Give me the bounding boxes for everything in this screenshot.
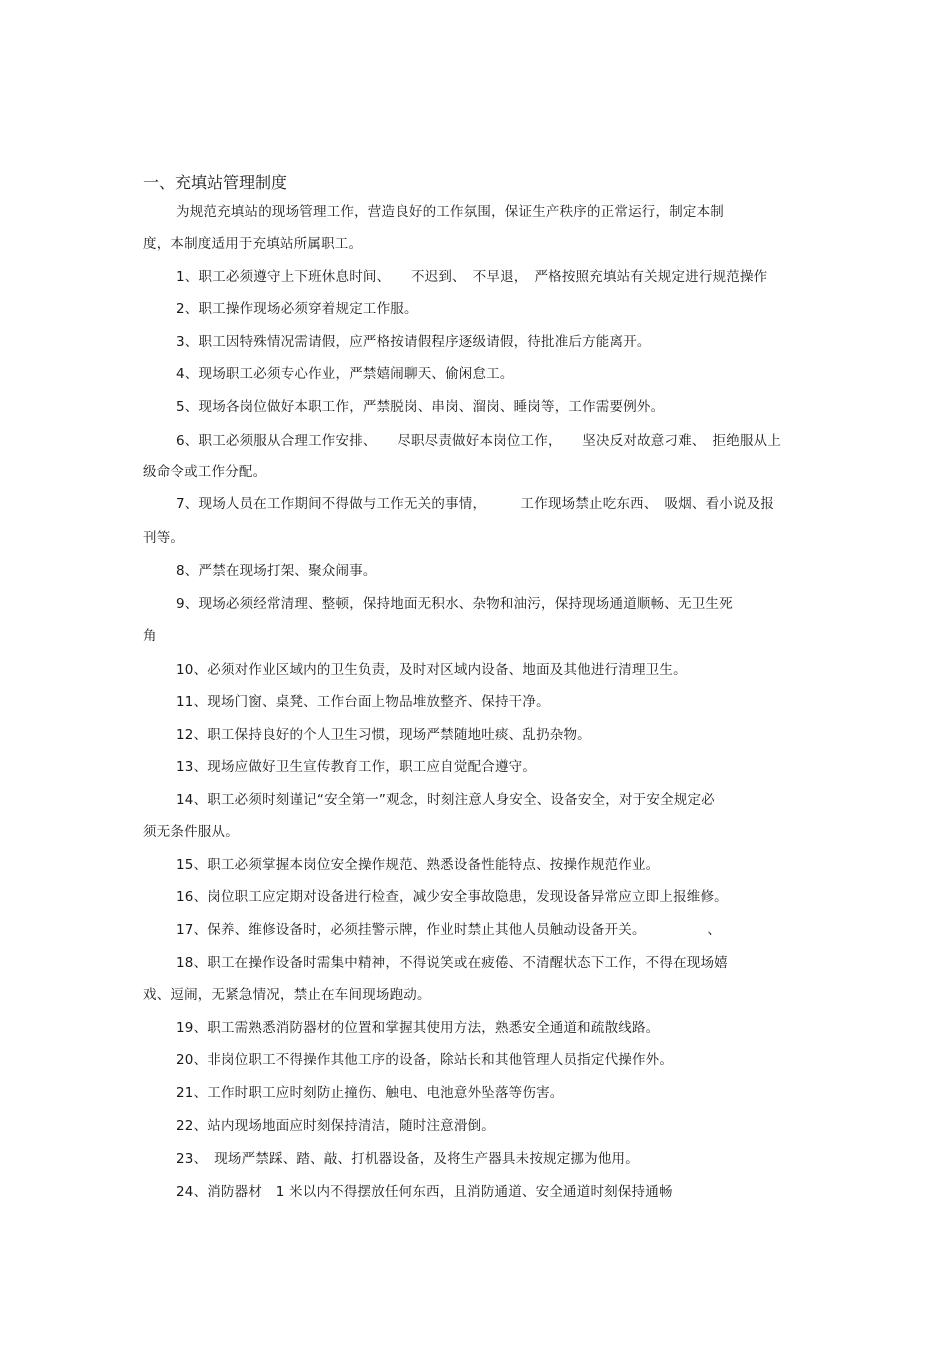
rule-item-22: 22、站内现场地面应时刻保持清洁，随时注意滑倒。 [176,1118,495,1134]
rule-item-17: 17、保养、维修设备时，必须挂警示牌，作业时禁止其他人员触动设备开关。 、 [176,922,722,938]
rule-item-7-continuation: 刊等。 [143,530,185,546]
rule-item-12: 12、职工保持良好的个人卫生习惯，现场严禁随地吐痰、乱扔杂物。 [176,727,591,743]
rule-item-9-continuation: 角 [143,628,157,644]
intro-paragraph-line: 为规范充填站的现场管理工作，营造良好的工作氛围，保证生产秩序的正常运行，制定本制 [176,204,724,220]
rule-item-16: 16、岗位职工应定期对设备进行检查，减少安全事故隐患，发现设备异常应立即上报维修。 [176,889,728,905]
rule-item-14-continuation: 须无条件服从。 [143,824,239,840]
rule-item-3: 3、职工因特殊情况需请假，应严格按请假程序逐级请假，待批准后方能离开。 [176,334,651,350]
rule-item-24: 24、消防器材 1 米以内不得摆放任何东西，且消防通道、安全通道时刻保持通畅 [176,1184,673,1200]
rule-item-4: 4、现场职工必须专心作业，严禁嬉闹聊天、偷闲怠工。 [176,366,514,382]
rule-item-21: 21、工作时职工应时刻防止撞伤、触电、电池意外坠落等伤害。 [176,1085,564,1101]
rule-item-2: 2、职工操作现场必须穿着规定工作服。 [176,301,418,317]
rule-item-9: 9、现场必须经常清理、整顿，保持地面无积水、杂物和油污，保持现场通道顺畅、无卫生死 [176,596,733,612]
rule-item-13: 13、现场应做好卫生宣传教育工作，职工应自觉配合遵守。 [176,759,537,775]
rule-item-6-continuation: 级命令或工作分配。 [143,464,267,480]
rule-item-6: 6、职工必须服从合理工作安排、 尽职尽责做好本岗位工作， 坚决反对故意刁难、 拒绝服从上 [176,433,782,449]
rule-item-23: 23、 现场严禁踩、踏、敲、打机器设备，及将生产器具未按规定挪为他用。 [176,1151,639,1167]
intro-paragraph-continuation: 度，本制度适用于充填站所属职工。 [143,236,363,252]
rule-item-18: 18、职工在操作设备时需集中精神，不得说笑或在疲倦、不清醒状态下工作，不得在现场嬉 [176,955,728,971]
rule-item-19: 19、职工需熟悉消防器材的位置和掌握其使用方法，熟悉安全通道和疏散线路。 [176,1020,660,1036]
rule-item-8: 8、严禁在现场打架、聚众闹事。 [176,563,377,579]
rule-item-5: 5、现场各岗位做好本职工作，严禁脱岗、串岗、溜岗、睡岗等，工作需要例外。 [176,399,665,415]
rule-item-14: 14、职工必须时刻谨记“安全第一”观念，时刻注意人身安全、设备安全，对于安全规定必 [176,792,715,808]
rule-item-20: 20、非岗位职工不得操作其他工序的设备，除站长和其他管理人员指定代操作外。 [176,1052,674,1068]
rule-item-10: 10、必须对作业区域内的卫生负责，及时对区域内设备、地面及其他进行清理卫生。 [176,662,687,678]
rule-item-11: 11、现场门窗、桌凳、工作台面上物品堆放整齐、保持干净。 [176,694,550,710]
rule-item-18-continuation: 戏、逗闹，无紧急情况，禁止在车间现场跑动。 [143,987,431,1003]
section-title: 一、充填站管理制度 [143,173,288,192]
rule-item-1: 1、职工必须遵守上下班休息时间、 不迟到、 不早退， 严格按照充填站有关规定进行规范操作 [176,269,768,285]
rule-item-7: 7、现场人员在工作期间不得做与工作无关的事情， 工作现场禁止吃东西、 吸烟、看小说及报 [176,496,775,512]
rule-item-15: 15、职工必须掌握本岗位安全操作规范、熟悉设备性能特点、按操作规范作业。 [176,857,660,873]
